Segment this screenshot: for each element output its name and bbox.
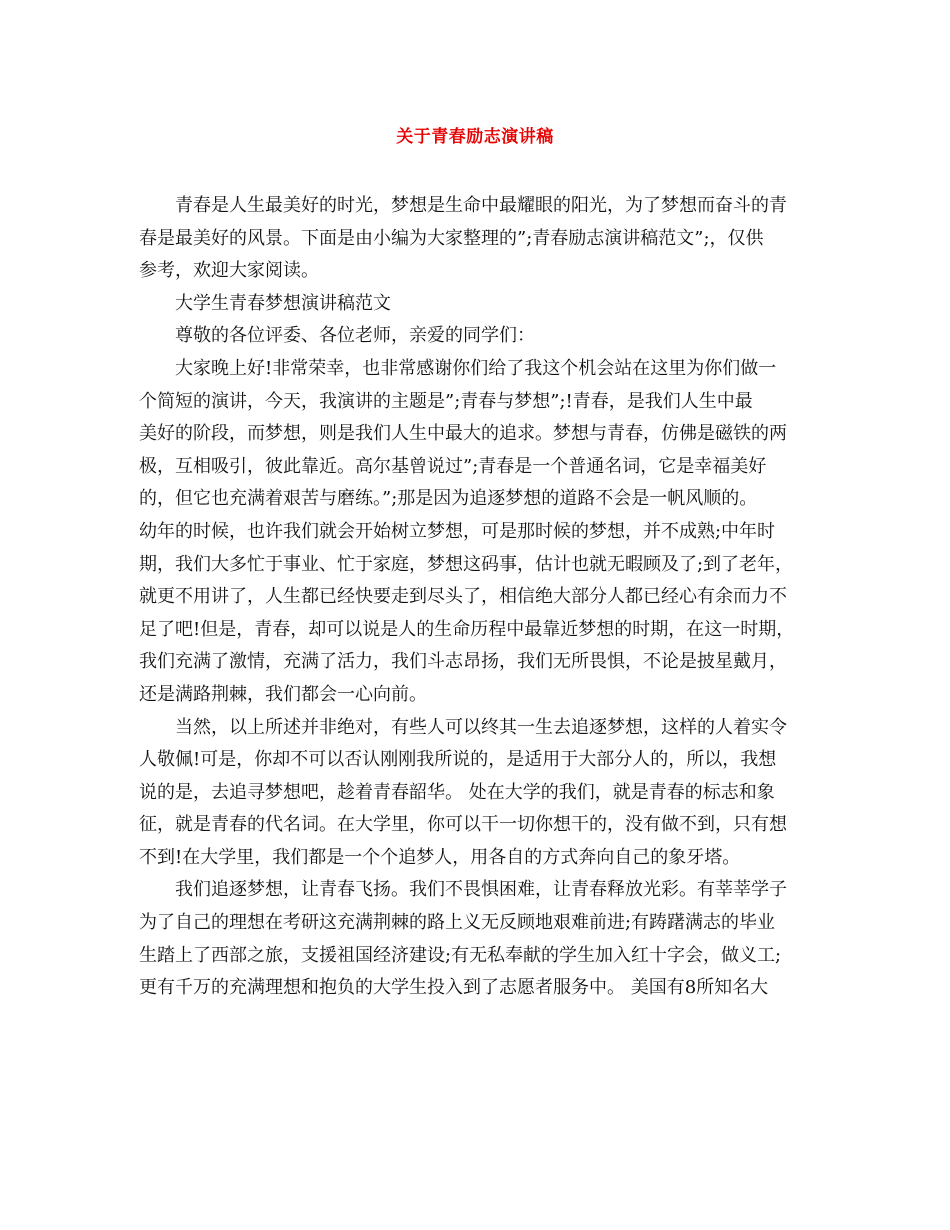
document-title: 关于青春励志演讲稿	[396, 127, 554, 147]
text-line: 当然，以上所述并非绝对，有些人可以终其一生去追逐梦想，这样的人着实令	[175, 716, 787, 738]
text-line: 人敬佩!可是，你却不可以否认刚刚我所说的，是适用于大部分人的，所以，我想	[139, 749, 777, 771]
text-line: 极，互相吸引，彼此靠近。高尔基曾说过”;青春是一个普通名词，它是幸福美好	[139, 455, 767, 477]
text-line: 美好的阶段，而梦想，则是我们人生中最大的追求。梦想与青春，仿佛是磁铁的两	[139, 423, 787, 445]
text-line: 个简短的演讲，今天，我演讲的主题是”;青春与梦想”;!青春，是我们人生中最	[139, 390, 753, 412]
text-line: 幼年的时候，也许我们就会开始树立梦想，可是那时候的梦想，并不成熟;中年时	[139, 520, 776, 542]
text-line: 春是最美好的风景。下面是由小编为大家整理的”;青春励志演讲稿范文”;，仅供	[139, 227, 764, 249]
text-line: 我们充满了激情，充满了活力，我们斗志昂扬，我们无所畏惧，不论是披星戴月，	[139, 651, 787, 673]
text-line: 还是满路荆棘，我们都会一心向前。	[139, 683, 427, 705]
text-line: 青春是人生最美好的时光，梦想是生命中最耀眼的阳光，为了梦想而奋斗的青	[175, 195, 787, 216]
text-line: 大家晚上好!非常荣幸，也非常感谢你们给了我这个机会站在这里为你们做一	[175, 357, 777, 379]
text-line: 参考，欢迎大家阅读。	[139, 260, 319, 282]
text-line: 足了吧!但是，青春，却可以说是人的生命历程中最靠近梦想的时期，在这一时期，	[139, 618, 795, 640]
section-heading: 大学生青春梦想演讲稿范文	[175, 292, 391, 314]
text-line: 的，但它也充满着艰苦与磨练。”;那是因为追逐梦想的道路不会是一帆风顺的。	[139, 488, 758, 510]
text-line: 期，我们大多忙于事业、忙于家庭，梦想这码事，估计也就无暇顾及了;到了老年，	[139, 553, 794, 575]
text-line: 就更不用讲了，人生都已经快要走到尽头了，相信绝大部分人都已经心有余而力不	[139, 586, 787, 608]
text-line: 更有千万的充满理想和抱负的大学生投入到了志愿者服务中。 美国有8所知名大	[139, 977, 769, 999]
document-body	[139, 190, 827, 1005]
salutation: 尊敬的各位评委、各位老师，亲爱的同学们：	[175, 325, 535, 347]
text-line: 不到!在大学里，我们都是一个个追梦人，用各自的方式奔向自己的象牙塔。	[139, 846, 741, 868]
text-line: 我们追逐梦想，让青春飞扬。我们不畏惧困难，让青春释放光彩。有莘莘学子	[175, 879, 787, 901]
text-line: 征，就是青春的代名词。在大学里，你可以干一切你想干的，没有做不到，只有想	[139, 814, 787, 836]
text-line: 说的是，去追寻梦想吧，趁着青春韶华。 处在大学的我们，就是青春的标志和象	[139, 781, 775, 803]
text-line: 为了自己的理想在考研这充满荆棘的路上义无反顾地艰难前进;有踌躇满志的毕业	[139, 912, 776, 934]
text-line: 生踏上了西部之旅，支援祖国经济建设;有无私奉献的学生加入红十字会，做义工;	[139, 944, 782, 966]
